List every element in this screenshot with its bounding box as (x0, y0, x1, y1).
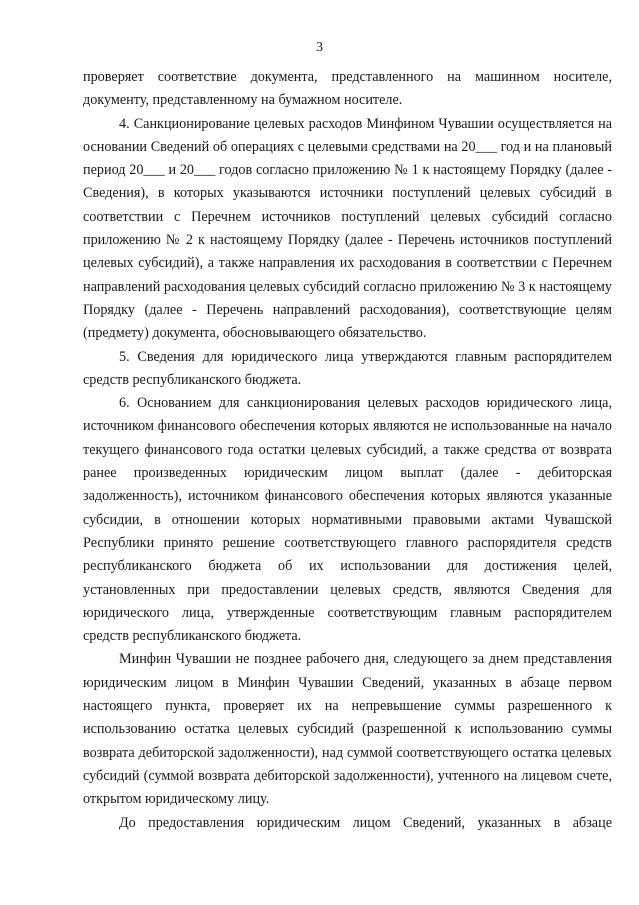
document-body (83, 66, 612, 835)
paragraph-item-6: 6. Основанием для санкционирования целевых расходов юридического лица, источником финансового обеспечения которых являются не использованные на начало текущего финансового года остатки целевых субсидий, а также средства от возврата ранее произведенных юридическим лицом выплат (далее - дебиторская задолженность), источником финансового обеспечения которых являются указанные субсидии, в отношении которых нормативными правовыми актами Чувашской Республики принято решение соответствующего главного распорядителя средств республиканского бюджета об их использовании для достижения целей, установленных при предоставлении целевых средств, являются Сведения для юридического лица, утвержденные соответствующим главным распорядителем средств республиканского бюджета. (83, 395, 612, 645)
paragraph-item-5: 5. Сведения для юридического лица утверждаются главным распорядителем средств республиканского бюджета. (83, 348, 612, 388)
paragraph-trailing: До предоставления юридическим лицом Сведений, указанных в абзаце (119, 814, 612, 831)
paragraph-item-4: 4. Санкционирование целевых расходов Минфином Чувашии осуществляется на основании Сведений об операциях с целевыми средствами на 20___ год и на плановый период 20___ и 20___ годов согласно приложению № 1 к настоящему Порядку (далее - Сведения), в которых указываются источники поступлений целевых субсидий в соответствии с Перечнем источников поступлений целевых субсидий согласно приложению № 2 к настоящему Порядку (далее - Перечень источников поступлений целевых субсидий), а также направления их расходования в соответствии с Перечнем направлений расходования целевых субсидий согласно приложению № 3 к настоящему Порядку (далее - Перечень направлений расходования), соответствующие целям (предмету) документа, обосновывающего обязательство. (83, 115, 612, 342)
paragraph-continuation: проверяет соответствие документа, представленного на машинном носителе, документу, представленному на бумажном носителе. (83, 69, 612, 109)
page-number: 3 (316, 40, 323, 55)
paragraph-minfin-check: Минфин Чувашии не позднее рабочего дня, следующего за днем представления юридическим лицом в Минфин Чувашии Сведений, указанных в абзаце первом настоящего пункта, проверяет их на непревышение суммы разрешенного к использованию остатка целевых субсидий (разрешенной к использованию суммы возврата дебиторской задолженности), над суммой соответствующего остатка целевых субсидий (суммой возврата дебиторской задолженности), учтенного на лицевом счете, открытом юридическому лицу. (83, 651, 612, 808)
